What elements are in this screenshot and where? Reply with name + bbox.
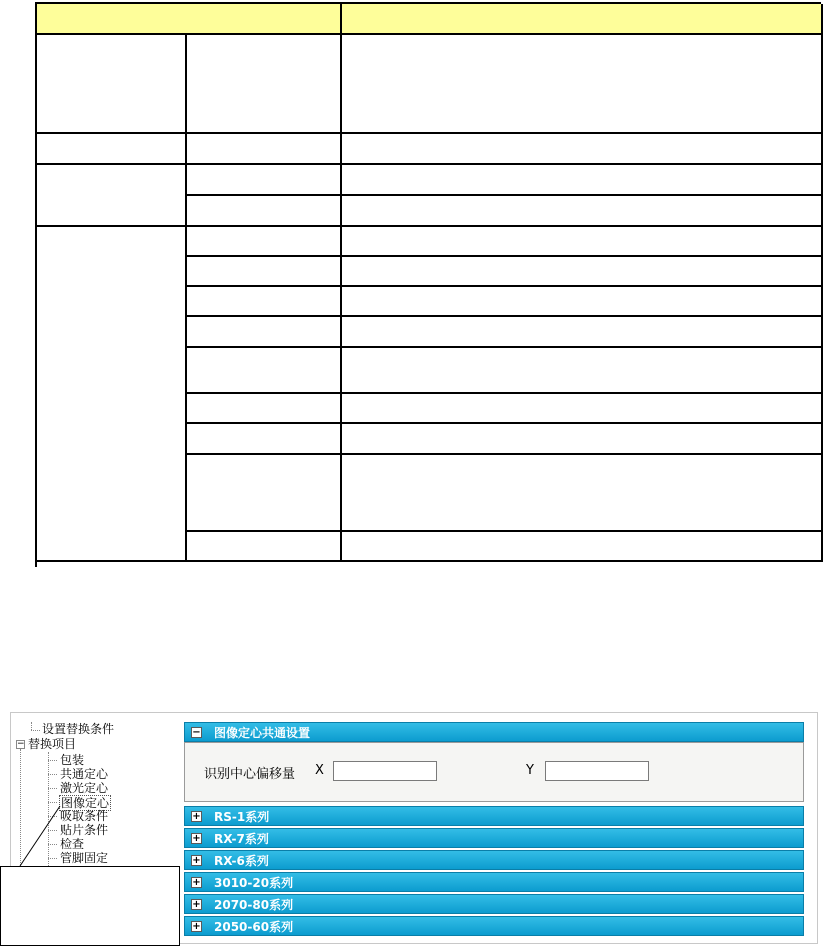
table-header-description xyxy=(342,4,823,35)
table-cell xyxy=(187,165,342,196)
tree-connector xyxy=(20,749,21,867)
tree-item-replace-items[interactable]: 替换项目 xyxy=(28,737,77,751)
tree-item-image-centering[interactable]: 图像定心 xyxy=(61,796,110,810)
common-settings-panel xyxy=(184,742,804,802)
series-header-rx6[interactable] xyxy=(184,850,804,870)
series-label: RS-1系列 xyxy=(214,809,270,824)
series-header-rx7[interactable] xyxy=(184,828,804,848)
table-cell xyxy=(187,257,342,287)
expand-icon[interactable]: + xyxy=(192,898,201,910)
tree-item-inspection[interactable]: 检查 xyxy=(60,837,85,851)
table-cell xyxy=(342,35,823,134)
tree-collapse-icon[interactable]: − xyxy=(17,739,25,749)
table-cell xyxy=(187,134,342,165)
table-cell xyxy=(37,35,187,134)
series-label: 2070-80系列 xyxy=(214,897,294,912)
tree-connector xyxy=(48,830,57,831)
x-label: X xyxy=(315,763,324,778)
table-cell xyxy=(342,394,823,424)
tree-item-laser-centering[interactable]: 激光定心 xyxy=(60,781,109,795)
tree-connector xyxy=(48,858,57,859)
table-cell xyxy=(187,35,342,134)
expand-icon[interactable]: + xyxy=(192,876,201,888)
table-cell xyxy=(342,348,823,394)
table-cell xyxy=(187,287,342,317)
offset-label: 识别中心偏移量 xyxy=(204,767,296,782)
expand-icon[interactable]: + xyxy=(192,832,201,844)
series-label: 3010-20系列 xyxy=(214,875,294,890)
table-cell xyxy=(37,134,187,165)
tree-item-replace-conditions[interactable]: 设置替换条件 xyxy=(42,722,115,736)
series-header-rs1[interactable] xyxy=(184,806,804,826)
table-cell xyxy=(342,287,823,317)
table-cell xyxy=(37,227,187,562)
tree-connector xyxy=(48,760,57,761)
expand-icon[interactable]: + xyxy=(192,854,201,866)
table-cell xyxy=(187,196,342,227)
table-cell xyxy=(342,317,823,348)
expand-icon[interactable]: + xyxy=(192,810,201,822)
expand-icon[interactable]: + xyxy=(192,920,201,932)
series-label: 2050-60系列 xyxy=(214,919,294,934)
section-title: 图像定心共通设置 xyxy=(214,725,311,740)
table-cell xyxy=(342,257,823,287)
tree-connector xyxy=(48,802,57,803)
callout-box xyxy=(0,866,180,946)
table-cell xyxy=(187,317,342,348)
collapse-icon[interactable]: − xyxy=(192,726,201,738)
tree-item-pin-fixing[interactable]: 管脚固定 xyxy=(60,851,109,865)
tree-connector xyxy=(48,816,57,817)
table-cell xyxy=(187,532,342,562)
table-cell xyxy=(187,394,342,424)
table-cell xyxy=(342,227,823,257)
series-header-2050-60[interactable] xyxy=(184,916,804,936)
tree-item-placement-conditions[interactable]: 贴片条件 xyxy=(60,823,109,837)
table-cell xyxy=(342,424,823,455)
table-cell xyxy=(187,455,342,532)
table-cell xyxy=(342,165,823,196)
series-header-2070-80[interactable] xyxy=(184,894,804,914)
table-cell xyxy=(342,455,823,532)
series-header-3010-20[interactable] xyxy=(184,872,804,892)
image-centering-common-header[interactable] xyxy=(184,722,804,742)
y-label: Y xyxy=(526,763,534,778)
tree-connector xyxy=(48,774,57,775)
offset-y-input[interactable] xyxy=(545,761,649,781)
table-cell xyxy=(187,227,342,257)
tree-item-pickup-conditions[interactable]: 吸取条件 xyxy=(60,809,109,823)
tree-connector xyxy=(48,844,57,845)
tree-connector xyxy=(31,730,40,731)
table-header-item xyxy=(37,4,342,35)
series-label: RX-7系列 xyxy=(214,831,269,846)
offset-x-input[interactable] xyxy=(333,761,437,781)
tree-item-common-centering[interactable]: 共通定心 xyxy=(60,767,109,781)
table-cell xyxy=(342,532,823,562)
parameter-table xyxy=(35,2,821,567)
table-cell xyxy=(342,134,823,165)
table-cell xyxy=(342,196,823,227)
table-cell xyxy=(187,424,342,455)
tree-connector xyxy=(48,752,49,866)
series-label: RX-6系列 xyxy=(214,853,269,868)
tree-connector xyxy=(48,788,57,789)
table-cell xyxy=(37,165,187,227)
tree-item-packaging[interactable]: 包装 xyxy=(60,753,85,767)
tree-connector xyxy=(31,722,32,730)
table-cell xyxy=(187,348,342,394)
